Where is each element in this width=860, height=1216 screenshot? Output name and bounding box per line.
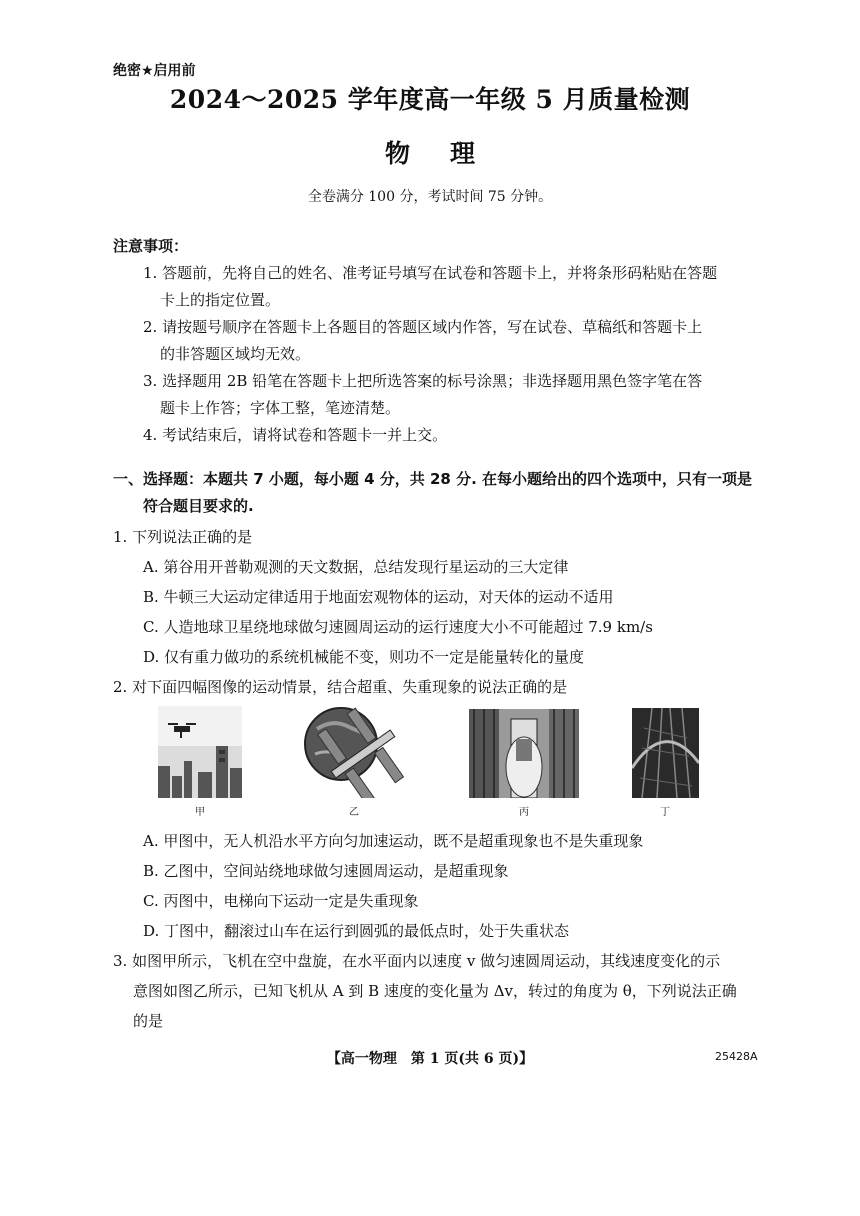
paper-code: 25428A	[715, 1050, 758, 1063]
question-3-line: 意图如图乙所示，已知飞机从 A 到 B 速度的变化量为 Δv，转过的角度为 θ，下列说法正确	[133, 982, 737, 1000]
exam-title: 2024～2025 学年度高一年级 5 月质量检测	[169, 85, 691, 114]
question-3-line: 3. 如图甲所示，飞机在空中盘旋，在水平面内以速度 v 做匀速圆周运动，其线速度变化的示	[113, 952, 721, 970]
q2-option-d: D. 丁图中，翻滚过山车在运行到圆弧的最低点时，处于失重状态	[143, 922, 570, 940]
section-heading: 一、选择题：本题共 7 小题，每小题 4 分，共 28 分. 在每小题给出的四个选项中，只有一项是	[113, 470, 753, 488]
question-2-stem: 2. 对下面四幅图像的运动情景，结合超重、失重现象的说法正确的是	[113, 678, 568, 696]
notice-line: 的非答题区域均无效。	[160, 345, 311, 363]
q1-option-c: C. 人造地球卫星绕地球做匀速圆周运动的运行速度大小不可能超过 7.9 km/s	[143, 618, 653, 636]
figure-caption-bing: 丙	[519, 807, 529, 818]
question-1-stem: 1. 下列说法正确的是	[113, 528, 253, 546]
q1-option-b: B. 牛顿三大运动定律适用于地面宏观物体的运动，对天体的运动不适用	[143, 588, 614, 606]
q2-option-a: A. 甲图中，无人机沿水平方向匀加速运动，既不是超重现象也不是失重现象	[143, 832, 644, 850]
q2-option-b: B. 乙图中，空间站绕地球做匀速圆周运动，是超重现象	[143, 862, 509, 880]
notice-heading: 注意事项：	[113, 237, 189, 255]
notice-line: 1. 答题前，先将自己的姓名、准考证号填写在试卷和答题卡上，并将条形码粘贴在答题	[143, 264, 718, 282]
elevator-photo	[469, 709, 579, 798]
figure-caption-jia: 甲	[195, 807, 205, 818]
section-heading-cont: 符合题目要求的.	[143, 497, 254, 515]
q2-option-c: C. 丙图中，电梯向下运动一定是失重现象	[143, 892, 419, 910]
page-footer: 【高一物理 第 1 页(共 6 页)】	[326, 1051, 534, 1067]
space-station-photo	[297, 704, 419, 798]
exam-info: 全卷满分 100 分，考试时间 75 分钟。	[307, 189, 553, 205]
notice-line: 卡上的指定位置。	[160, 291, 281, 309]
notice-line: 3. 选择题用 2B 铅笔在答题卡上把所选答案的标号涂黑；非选择题用黑色签字笔在答	[143, 372, 703, 390]
q1-option-a: A. 第谷用开普勒观测的天文数据，总结发现行星运动的三大定律	[143, 558, 569, 576]
confidential-label: 绝密★启用前	[113, 63, 196, 79]
notice-line: 题卡上作答；字体工整，笔迹清楚。	[160, 399, 401, 417]
notice-line: 4. 考试结束后，请将试卷和答题卡一并上交。	[143, 426, 448, 444]
drone-photo	[158, 706, 242, 798]
roller-coaster-photo	[632, 708, 699, 798]
subject-title: 物理	[384, 139, 515, 168]
q1-option-d: D. 仅有重力做功的系统机械能不变，则功不一定是能量转化的量度	[143, 648, 585, 666]
notice-line: 2. 请按题号顺序在答题卡上各题目的答题区域内作答，写在试卷、草稿纸和答题卡上	[143, 318, 703, 336]
figure-caption-ding: 丁	[660, 807, 670, 818]
question-3-line: 的是	[133, 1012, 164, 1030]
figure-caption-yi: 乙	[349, 807, 359, 818]
